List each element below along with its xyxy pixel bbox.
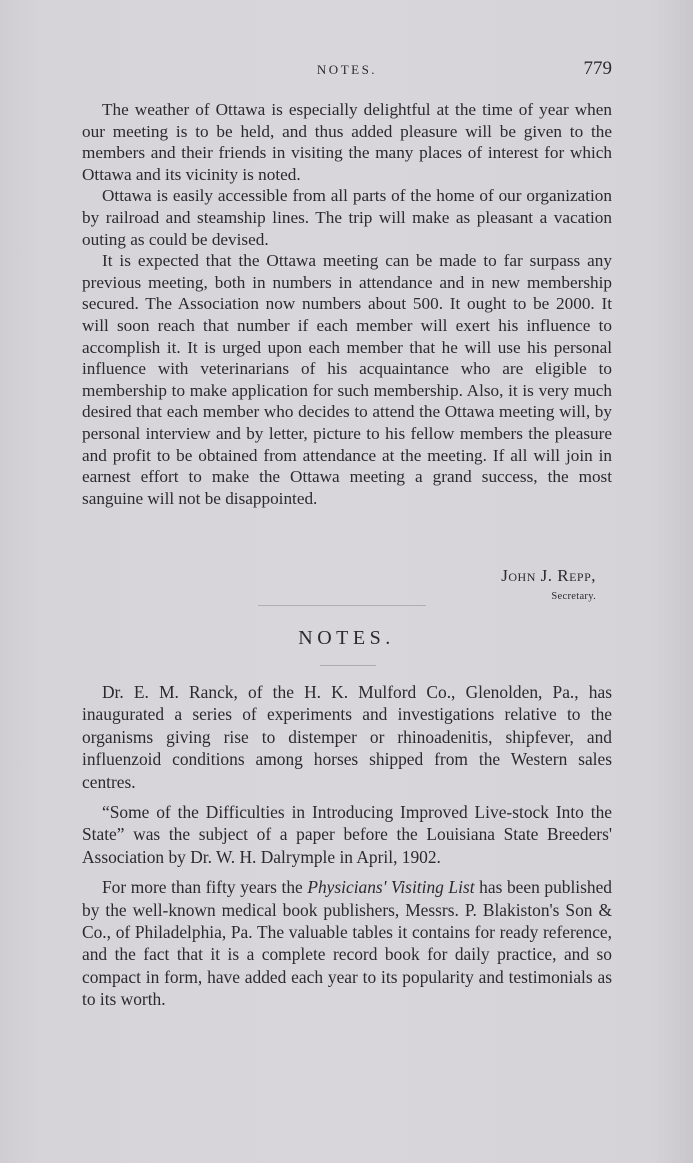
heading-underline [320, 665, 376, 666]
section-divider [258, 605, 426, 606]
running-title: NOTES. [316, 62, 378, 77]
note-paragraph-3-start: For more than fifty years the [102, 877, 308, 898]
note-paragraph-2: “Some of the Difficulties in Introducing Improved Live-stock Into the State” was the subject of a paper before the Louisiana State Breeders' Association by Dr. W. H. Dalrymple in April, 1902. [82, 802, 612, 867]
note-paragraph-1: Dr. E. M. Ranck, of the H. K. Mulford Co., Glenolden, Pa., has inaugurated a series of experiments and investigations relative to the organisms giving rise to distemper or rhinoadenitis, shipfever, and influenzoid conditions among horses shipped from the Western sales centres. [82, 682, 612, 792]
page-number: 779 [583, 58, 612, 79]
notes-body [82, 681, 612, 1019]
note-paragraph-3 [82, 876, 612, 1010]
running-header [82, 58, 612, 84]
letter-paragraph-3: It is expected that the Ottawa meeting can be made to far surpass any previous meeting, both in numbers in attendance and in new membership secured. The Association now numbers about 500. It ought to be 2000. It will soon reach that number if each member will exert his influence to accomplish it. It is urged upon each member that he will use his personal influence with veterinarians of his acquaintance who are eligible to membership to make application for such membership. Also, it is very much desired that each member who decides to attend the Ottawa meeting will, by personal interview and by letter, picture to his fellow members the pleasure and profit to be obtained from attendance at the meeting. If all will join in earnest effort to make the Ottawa meeting a grand success, the most sanguine will not be disappointed. [82, 251, 612, 508]
signature-name: John J. Repp, [501, 566, 596, 585]
letter-body [82, 99, 612, 509]
signature-title: Secretary. [551, 591, 596, 602]
letter-paragraph-2: Ottawa is easily accessible from all parts of the home of our organization by railroad and steamship lines. The trip will make as pleasant a vacation outing as could be devised. [82, 186, 612, 249]
note-paragraph-3-end: has been published by the well-known medical book publishers, Messrs. P. Blakiston's Son & Co., of Philadelphia, Pa. The valuable tables it contains for ready reference, and the fact that it is a complete record book for daily practice, and so compact in form, have added each year to its popularity and testimonials as to its worth. [82, 877, 612, 1010]
section-heading: NOTES. [298, 627, 395, 649]
book-title-italic: Physicians' Visiting List [307, 877, 475, 898]
letter-paragraph-1: The weather of Ottawa is especially delightful at the time of year when our meeting is to be held, and thus added pleasure will be given to the members and their friends in visiting the many places of interest for which Ottawa and its vicinity is noted. [82, 100, 612, 184]
